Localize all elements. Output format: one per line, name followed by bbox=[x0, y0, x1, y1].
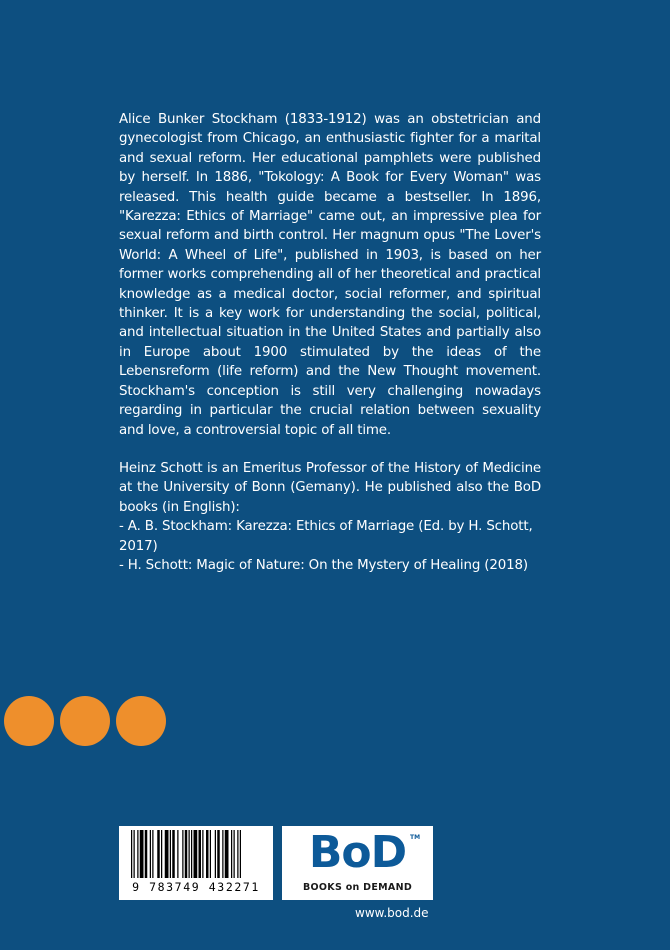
bod-logo-tagline: BOOKS on DEMAND bbox=[302, 882, 413, 893]
isbn-barcode bbox=[119, 826, 273, 900]
publisher-website: www.bod.de bbox=[355, 906, 429, 920]
barcode-bar bbox=[161, 830, 162, 878]
barcode-bars bbox=[123, 830, 269, 880]
barcode-bar bbox=[177, 830, 178, 878]
barcode-bar bbox=[237, 830, 238, 878]
barcode-bar bbox=[157, 830, 160, 878]
orange-dot bbox=[4, 696, 54, 746]
barcode-bar bbox=[202, 830, 203, 878]
barcode-bar bbox=[234, 830, 235, 878]
barcode-bar bbox=[217, 830, 220, 878]
book-description-paragraph: Alice Bunker Stockham (1833-1912) was an obstetrician and gynecologist from Chicago, an enthusiastic fighter for a marital and sexual reform. Her educational pamphlets were published by herself. In 1886, "Tokology: A Book for Every Woman" was released. This health guide became a bestseller. In 1896, "Karezza: Ethics of Marriage" came out, an impressive plea for sexual reform and birth control. Her magnum opus "The Lover's World: A Wheel of Life", published in 1903, is based on her former works comprehending all of her theoretical and practical knowledge as a medical doctor, social reformer, and spiritual thinker. It is a key work for understanding the social, political, and intellectual situation in the United States and partially also in Europe about 1900 stimulated by the ideas of the Lebensreform (life reform) and the New Thought movement. Stockham's conception is still very challenging nowadays regarding in particular the crucial relation between sexuality and love, a controversial topic of all time. bbox=[119, 112, 541, 438]
barcode-bar bbox=[150, 830, 151, 878]
decorative-dots bbox=[4, 696, 166, 746]
barcode-bar bbox=[152, 830, 153, 878]
barcode-bar bbox=[222, 830, 223, 878]
bod-logo bbox=[282, 826, 433, 900]
orange-dot bbox=[116, 696, 166, 746]
barcode-bar bbox=[225, 830, 229, 878]
barcode-bar bbox=[182, 830, 183, 878]
barcode-bar bbox=[172, 830, 175, 878]
barcode-bar bbox=[131, 830, 132, 878]
orange-dot bbox=[60, 696, 110, 746]
author-bio-paragraph bbox=[119, 459, 541, 575]
back-cover-text bbox=[119, 110, 541, 575]
barcode-bar bbox=[231, 830, 232, 878]
barcode-bar bbox=[137, 830, 138, 878]
trademark-symbol: TM bbox=[410, 834, 421, 841]
barcode-bar bbox=[165, 830, 169, 878]
book-list-item: - H. Schott: Magic of Nature: On the Mystery of Healing (2018) bbox=[119, 557, 528, 573]
barcode-bar bbox=[240, 830, 241, 878]
barcode-bar bbox=[194, 830, 198, 878]
book-list-item: - A. B. Stockham: Karezza: Ethics of Marriage (Ed. by H. Schott, 2017) bbox=[119, 519, 533, 554]
barcode-bar bbox=[199, 830, 202, 878]
barcode-digits: 9 783749 432271 bbox=[132, 880, 260, 894]
barcode-bar bbox=[191, 830, 192, 878]
bod-logo-wordmark: BoD bbox=[308, 827, 407, 878]
barcode-bar bbox=[134, 830, 135, 878]
barcode-bar bbox=[206, 830, 209, 878]
barcode-bar bbox=[210, 830, 211, 878]
barcode-bar bbox=[140, 830, 144, 878]
barcode-bar bbox=[215, 830, 216, 878]
barcode-bar bbox=[170, 830, 171, 878]
author-bio-text: Heinz Schott is an Emeritus Professor of the History of Medicine at the University of Bonn (Gemany). He published also the BoD books (in English): bbox=[119, 460, 541, 515]
barcode-bar bbox=[145, 830, 148, 878]
barcode-bar bbox=[189, 830, 190, 878]
barcode-bar bbox=[185, 830, 188, 878]
